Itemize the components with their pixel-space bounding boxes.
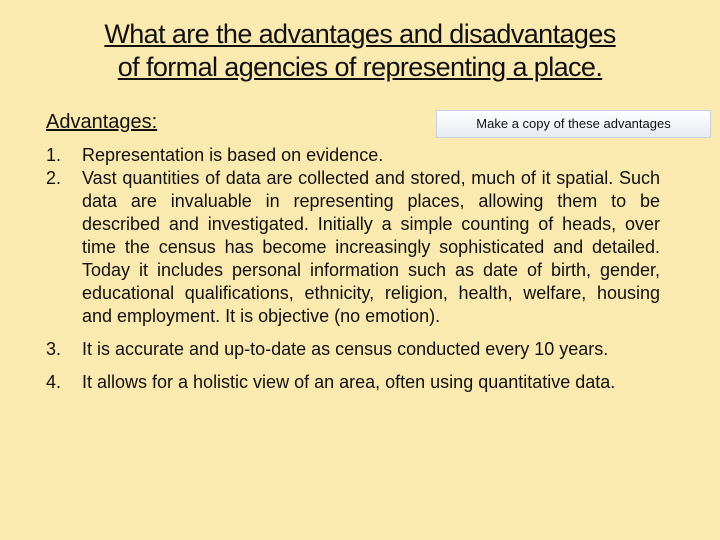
- item-number: 1.: [46, 145, 62, 165]
- item-text: Vast quantities of data are collected and stored, much of it spatial. Such data are invaluable in representing places, allowing them to be described and investigated. Initially a simple counting of heads, over time the census has become increasingly sophisticated and detailed. Today it includes personal information such as date of birth, gender, educational qualifications, ethnicity, religion, health, welfare, housing and employment. It is objective (no emotion).: [82, 168, 660, 326]
- slide-title: [40, 18, 680, 84]
- item-number: 3.: [46, 339, 62, 359]
- list-item: [46, 338, 660, 361]
- advantages-heading: Advantages:: [46, 111, 158, 133]
- item-number: 4.: [46, 372, 62, 392]
- list-item: [46, 167, 660, 328]
- list-item: [46, 144, 660, 167]
- item-number: 2.: [46, 168, 62, 188]
- title-line-2: of formal agencies of representing a place.: [117, 52, 603, 82]
- list-item: [46, 371, 660, 394]
- instruction-note: Make a copy of these advantages: [436, 110, 711, 138]
- item-text: It is accurate and up-to-date as census conducted every 10 years.: [82, 339, 609, 359]
- advantages-list: [46, 144, 660, 394]
- title-line-1: What are the advantages and disadvantages: [104, 19, 616, 49]
- item-text: It allows for a holistic view of an area, often using quantitative data.: [82, 372, 616, 392]
- item-text: Representation is based on evidence.: [82, 145, 384, 165]
